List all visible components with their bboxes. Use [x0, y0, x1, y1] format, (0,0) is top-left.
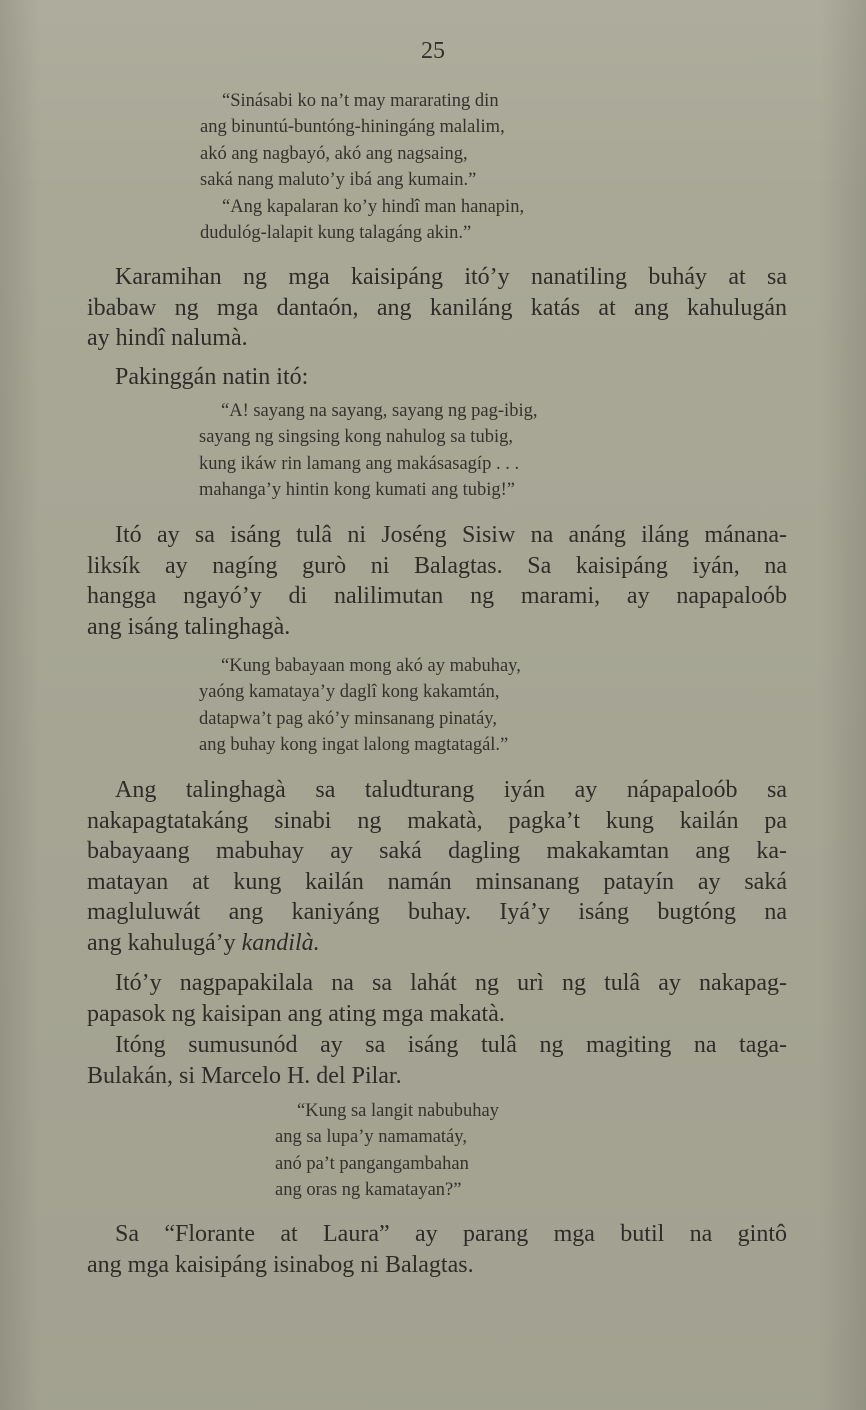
verse-line: datapwa’t pag akó’y minsanang pinatáy,	[199, 708, 497, 729]
verse-3	[199, 653, 521, 759]
verse-line: “Kung sa langit nabubuhay	[297, 1101, 499, 1121]
paragraph-line: Itó ay sa isáng tulâ ni Joséng Sisiw na anáng iláng mánana-	[115, 522, 787, 548]
italic-word: kandilà.	[241, 929, 320, 956]
paragraph-line: Karamihan ng mga kaisipáng itó’y nanatiling buháy at sa	[115, 264, 787, 290]
verse-line: yaóng kamataya’y daglî kong kakamtán,	[199, 682, 500, 703]
verse-line: “A! sayang na sayang, sayang ng pag-ibig,	[221, 401, 538, 421]
verse-4	[275, 1098, 499, 1204]
paragraph-line: babayaang mabuhay ay saká dagling makakamtan ang ka-	[87, 838, 787, 864]
paragraph-3	[87, 520, 787, 642]
paragraph-line: Bulakán, si Marcelo H. del Pilar.	[87, 1062, 402, 1089]
paragraph-line: Itó’y nagpapakilala na sa lahát ng urì ng tulâ ay nakapag-	[115, 970, 787, 996]
verse-line: akó ang nagbayó, akó ang nagsaing,	[200, 143, 468, 164]
paragraph-line: papasok ng kaisipan ang ating mga makatà.	[87, 1000, 505, 1027]
paragraph-line: ay hindî nalumà.	[87, 325, 248, 351]
paragraph-6	[87, 1030, 787, 1091]
verse-line: “Kung babayaan mong akó ay mabuhay,	[221, 656, 521, 676]
verse-line: “Sinásabi ko na’t may mararating din	[222, 91, 499, 111]
verse-line: ang binuntú-buntóng-hiningáng malalim,	[200, 117, 505, 138]
verse-line: ang buhay kong ingat lalong magtatagál.”	[199, 735, 509, 756]
paragraph-line: Pakinggán natin itó:	[115, 364, 309, 390]
paragraph-2	[87, 362, 787, 393]
paragraph-line: magluluwát ang kaniyáng buhay. Iyá’y isáng bugtóng na	[87, 899, 787, 925]
verse-line: kung ikáw rin lamang ang makásasagíp . . .	[199, 453, 520, 474]
verse-line: saká nang maluto’y ibá ang kumain.”	[200, 170, 477, 191]
verse-line: dudulóg-lalapit kung talagáng akin.”	[200, 223, 472, 244]
paragraph-4	[87, 775, 787, 958]
paragraph-line: ibabaw ng mga dantaón, ang kaniláng katás at ang kahulugán	[87, 294, 787, 321]
verse-line: ang sa lupa’y namamatáy,	[275, 1127, 467, 1148]
verse-1	[200, 88, 524, 246]
paragraph-line: hangga ngayó’y di nalilimutan ng marami, ay napapaloób	[87, 583, 787, 609]
verse-line: sayang ng singsing kong nahulog sa tubig,	[199, 427, 513, 448]
paragraph-line: liksík ay nagíng gurò ni Balagtas. Sa kaisipáng iyán, na	[87, 552, 787, 579]
paragraph-line: Sa “Florante at Laura” ay parang mga butil na gintô	[115, 1221, 787, 1247]
verse-line: anó pa’t pangangambahan	[275, 1153, 469, 1174]
paragraph-line: ang isáng talinghagà.	[87, 613, 291, 640]
paragraph-1	[87, 262, 787, 354]
verse-2	[199, 398, 537, 504]
paragraph-text: ang kahulugá’y	[87, 929, 236, 956]
paragraph-5	[87, 968, 787, 1029]
paragraph-line: nakapagtatakáng sinabi ng makatà, pagka’t kung kailán pa	[87, 807, 787, 834]
paragraph-7	[87, 1219, 787, 1280]
paragraph-line: Itóng sumusunód ay sa isáng tulâ ng magiting na taga-	[115, 1032, 787, 1058]
verse-line: ang oras ng kamatayan?”	[275, 1180, 462, 1201]
page-number: 25	[421, 38, 445, 64]
paragraph-line	[87, 928, 787, 959]
paragraph-line: Ang talinghagà sa taludturang iyán ay nápapaloób sa	[115, 777, 787, 803]
paragraph-line: matayan at kung kailán namán minsanang patayín ay saká	[87, 868, 787, 895]
paragraph-line: ang mga kaisipáng isinabog ni Balagtas.	[87, 1251, 474, 1278]
verse-line: mahanga’y hintin kong kumati ang tubig!”	[199, 480, 515, 501]
verse-line: “Ang kapalaran ko’y hindî man hanapin,	[222, 196, 525, 217]
